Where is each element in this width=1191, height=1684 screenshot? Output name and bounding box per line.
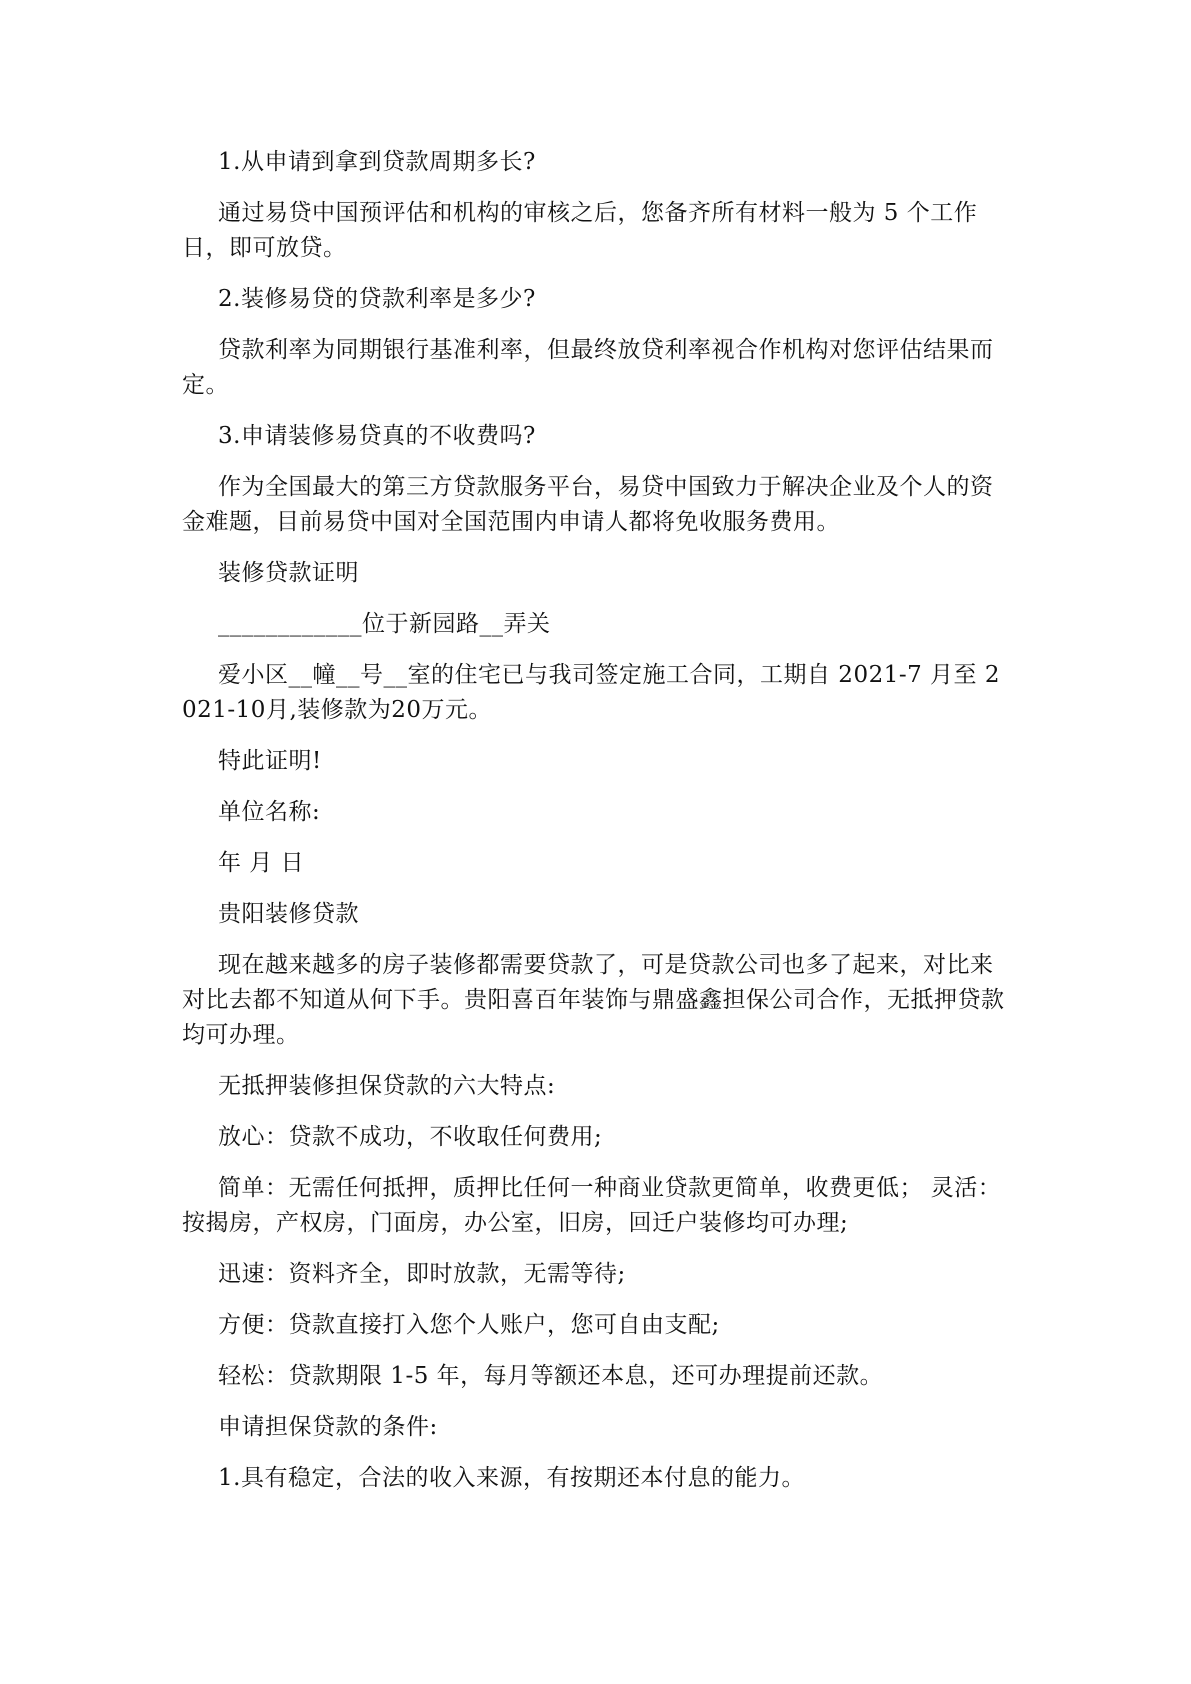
certificate-title: 装修贷款证明 [218, 560, 359, 586]
certificate-closing: 特此证明! [218, 748, 322, 774]
question-1: 1.从申请到拿到贷款周期多长? [218, 149, 536, 175]
certificate-body: 爱小区__幢__号__室的住宅已与我司签定施工合同，工期自 2021-7 月至 2021-10月,装修款为20万元。 [182, 662, 1001, 723]
certificate-address-line: ____________位于新园路__弄关 [218, 611, 551, 637]
features-heading: 无抵押装修担保贷款的六大特点: [218, 1073, 556, 1099]
answer-1: 通过易贷中国预评估和机构的审核之后，您备齐所有材料一般为 5 个工作日，即可放贷。 [182, 200, 978, 261]
conditions-heading: 申请担保贷款的条件: [218, 1414, 438, 1440]
question-3: 3.申请装修易贷真的不收费吗? [218, 423, 536, 449]
condition-1: 1.具有稳定，合法的收入来源，有按期还本付息的能力。 [218, 1465, 805, 1491]
answer-3: 作为全国最大的第三方贷款服务平台，易贷中国致力于解决企业及个人的资金难题，目前易贷中国对全国范围内申请人都将免收服务费用。 [182, 474, 994, 535]
feature-fast: 迅速：资料齐全，即时放款，无需等待; [218, 1261, 626, 1287]
section-title-guiyang: 贵阳装修贷款 [218, 901, 359, 927]
feature-convenient: 方便：贷款直接打入您个人账户，您可自由支配; [218, 1312, 720, 1338]
feature-reassurance: 放心：贷款不成功，不收取任何费用; [218, 1124, 603, 1150]
date-line: 年 月 日 [218, 850, 305, 876]
feature-easy: 轻松：贷款期限 1-5 年，每月等额还本息，还可办理提前还款。 [218, 1363, 884, 1389]
intro-paragraph: 现在越来越多的房子装修都需要贷款了，可是贷款公司也多了起来，对比来对比去都不知道从何下手。贵阳喜百年装饰与鼎盛鑫担保公司合作，无抵押贷款均可办理。 [182, 952, 1005, 1048]
document-body [182, 145, 1014, 1512]
feature-simple-flexible: 简单：无需任何抵押，质押比任何一种商业贷款更简单，收费更低； 灵活：按揭房，产权房，门面房，办公室，旧房，回迁户装修均可办理; [182, 1175, 1002, 1236]
question-2: 2.装修易贷的贷款利率是多少? [218, 286, 536, 312]
unit-name-label: 单位名称: [218, 799, 321, 825]
answer-2: 贷款利率为同期银行基准利率，但最终放贷利率视合作机构对您评估结果而定。 [182, 337, 994, 398]
